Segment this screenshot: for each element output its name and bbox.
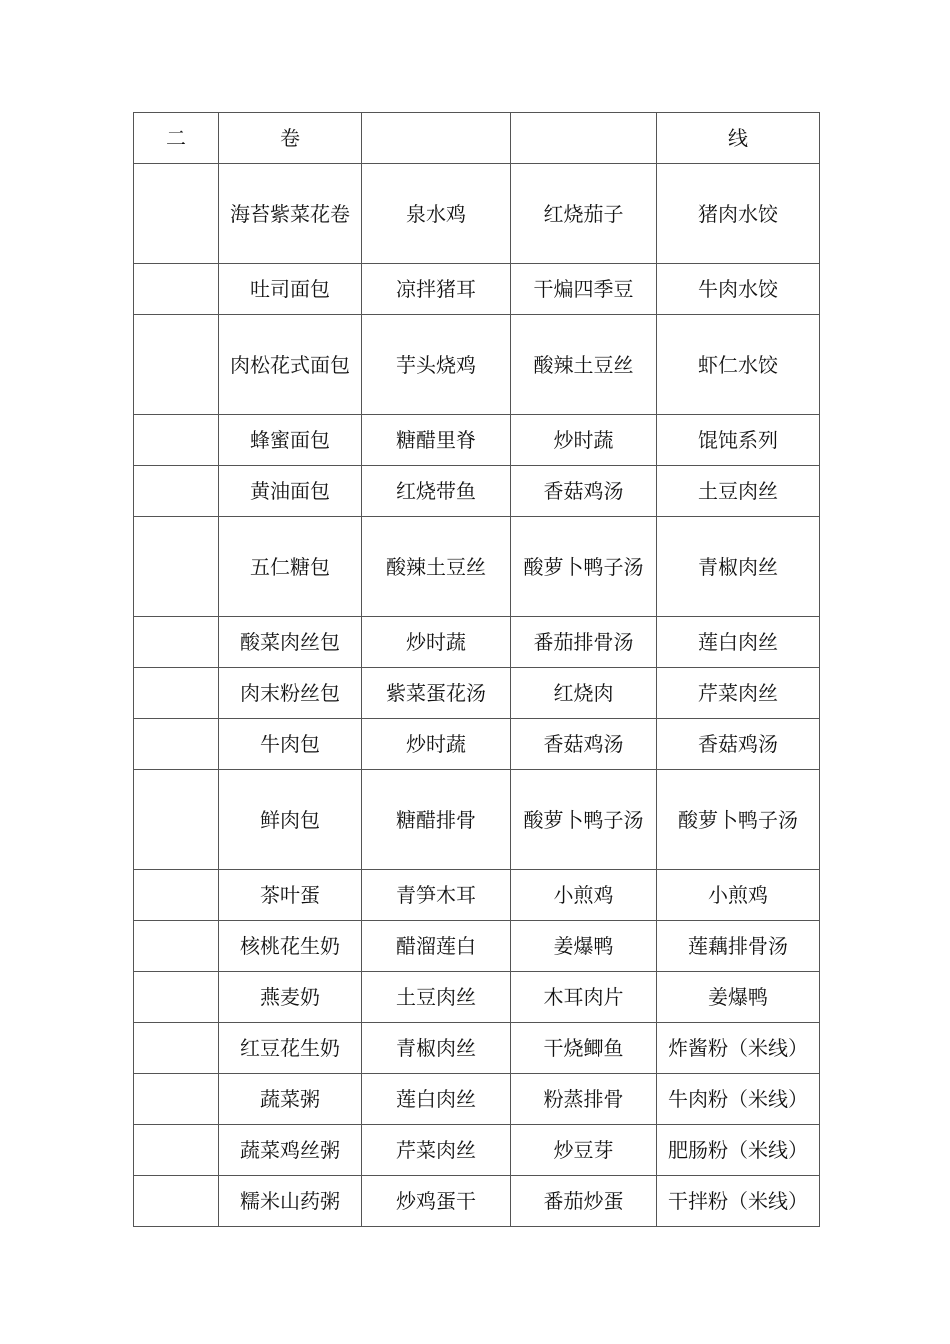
table-cell: 凉拌猪耳 xyxy=(362,264,511,315)
table-row xyxy=(134,164,820,264)
table-cell: 香菇鸡汤 xyxy=(511,466,657,517)
table-cell xyxy=(134,1023,219,1074)
table-cell: 肉末粉丝包 xyxy=(219,668,362,719)
table-cell: 糖醋里脊 xyxy=(362,415,511,466)
table-cell: 炒鸡蛋干 xyxy=(362,1176,511,1227)
table-row xyxy=(134,1176,820,1227)
table-cell: 黄油面包 xyxy=(219,466,362,517)
table-cell xyxy=(134,972,219,1023)
table-cell: 五仁糖包 xyxy=(219,517,362,617)
table-cell: 糖醋排骨 xyxy=(362,770,511,870)
table-cell xyxy=(134,921,219,972)
table-cell: 泉水鸡 xyxy=(362,164,511,264)
table-cell: 木耳肉片 xyxy=(511,972,657,1023)
table-cell: 虾仁水饺 xyxy=(657,315,820,415)
table-cell: 姜爆鸭 xyxy=(511,921,657,972)
table-cell xyxy=(134,1176,219,1227)
table-cell: 蔬菜粥 xyxy=(219,1074,362,1125)
table-cell: 香菇鸡汤 xyxy=(657,719,820,770)
table-cell: 炸酱粉（米线） xyxy=(657,1023,820,1074)
table-cell xyxy=(134,264,219,315)
table-row xyxy=(134,668,820,719)
table-cell xyxy=(134,1074,219,1125)
table-cell: 莲白肉丝 xyxy=(362,1074,511,1125)
table-header-row xyxy=(134,113,820,164)
table-cell: 炒时蔬 xyxy=(362,617,511,668)
table-row xyxy=(134,1023,820,1074)
table-cell: 酸辣土豆丝 xyxy=(511,315,657,415)
table-cell: 海苔紫菜花卷 xyxy=(219,164,362,264)
table-cell: 莲藕排骨汤 xyxy=(657,921,820,972)
table-cell: 馄饨系列 xyxy=(657,415,820,466)
table-cell: 糯米山药粥 xyxy=(219,1176,362,1227)
table-cell: 炒豆芽 xyxy=(511,1125,657,1176)
table-cell xyxy=(134,617,219,668)
table-cell: 青笋木耳 xyxy=(362,870,511,921)
table-cell: 红烧茄子 xyxy=(511,164,657,264)
table-cell: 芹菜肉丝 xyxy=(657,668,820,719)
table-row xyxy=(134,719,820,770)
table-cell: 小煎鸡 xyxy=(657,870,820,921)
table-cell: 醋溜莲白 xyxy=(362,921,511,972)
table-cell: 牛肉水饺 xyxy=(657,264,820,315)
table-cell xyxy=(134,415,219,466)
table-row xyxy=(134,870,820,921)
table-cell xyxy=(134,1125,219,1176)
table-cell: 燕麦奶 xyxy=(219,972,362,1023)
table-cell: 红豆花生奶 xyxy=(219,1023,362,1074)
table-cell: 干煸四季豆 xyxy=(511,264,657,315)
table-cell: 肉松花式面包 xyxy=(219,315,362,415)
table-cell xyxy=(134,315,219,415)
table-cell: 酸辣土豆丝 xyxy=(362,517,511,617)
table-cell: 青椒肉丝 xyxy=(362,1023,511,1074)
table-cell: 牛肉粉（米线） xyxy=(657,1074,820,1125)
table-row xyxy=(134,517,820,617)
table-cell: 吐司面包 xyxy=(219,264,362,315)
table-cell: 核桃花生奶 xyxy=(219,921,362,972)
table-cell: 猪肉水饺 xyxy=(657,164,820,264)
table-cell xyxy=(134,517,219,617)
table-cell: 炒时蔬 xyxy=(362,719,511,770)
table-row xyxy=(134,972,820,1023)
table-cell: 粉蒸排骨 xyxy=(511,1074,657,1125)
table-cell xyxy=(134,466,219,517)
table-row xyxy=(134,315,820,415)
table-header-cell xyxy=(511,113,657,164)
table-row xyxy=(134,415,820,466)
table-cell: 香菇鸡汤 xyxy=(511,719,657,770)
table-cell: 红烧肉 xyxy=(511,668,657,719)
table-cell: 牛肉包 xyxy=(219,719,362,770)
table-cell: 番茄炒蛋 xyxy=(511,1176,657,1227)
table-cell: 炒时蔬 xyxy=(511,415,657,466)
table-cell: 酸菜肉丝包 xyxy=(219,617,362,668)
table-row xyxy=(134,1074,820,1125)
table-cell: 蜂蜜面包 xyxy=(219,415,362,466)
table-cell: 酸萝卜鸭子汤 xyxy=(657,770,820,870)
table-cell: 酸萝卜鸭子汤 xyxy=(511,770,657,870)
table-cell: 芋头烧鸡 xyxy=(362,315,511,415)
table-cell: 青椒肉丝 xyxy=(657,517,820,617)
table-row xyxy=(134,770,820,870)
table-cell xyxy=(134,719,219,770)
table-header-cell xyxy=(362,113,511,164)
table-cell: 紫菜蛋花汤 xyxy=(362,668,511,719)
table-cell: 小煎鸡 xyxy=(511,870,657,921)
table-cell xyxy=(134,668,219,719)
table-header-cell: 卷 xyxy=(219,113,362,164)
table-cell: 干拌粉（米线） xyxy=(657,1176,820,1227)
table-cell xyxy=(134,770,219,870)
table-cell xyxy=(134,870,219,921)
table-cell: 土豆肉丝 xyxy=(362,972,511,1023)
table-cell: 莲白肉丝 xyxy=(657,617,820,668)
table-header-cell: 线 xyxy=(657,113,820,164)
table-cell: 番茄排骨汤 xyxy=(511,617,657,668)
table-cell: 干烧鲫鱼 xyxy=(511,1023,657,1074)
table-cell: 红烧带鱼 xyxy=(362,466,511,517)
table-cell: 酸萝卜鸭子汤 xyxy=(511,517,657,617)
table-row xyxy=(134,1125,820,1176)
table-cell: 茶叶蛋 xyxy=(219,870,362,921)
table-cell: 土豆肉丝 xyxy=(657,466,820,517)
table-row xyxy=(134,921,820,972)
table-row xyxy=(134,617,820,668)
table-cell: 姜爆鸭 xyxy=(657,972,820,1023)
table-row xyxy=(134,466,820,517)
table-cell: 肥肠粉（米线） xyxy=(657,1125,820,1176)
table-cell: 鲜肉包 xyxy=(219,770,362,870)
menu-table xyxy=(133,112,820,1227)
table-cell xyxy=(134,164,219,264)
table-row xyxy=(134,264,820,315)
table-header-cell: 二 xyxy=(134,113,219,164)
table-cell: 芹菜肉丝 xyxy=(362,1125,511,1176)
table-cell: 蔬菜鸡丝粥 xyxy=(219,1125,362,1176)
